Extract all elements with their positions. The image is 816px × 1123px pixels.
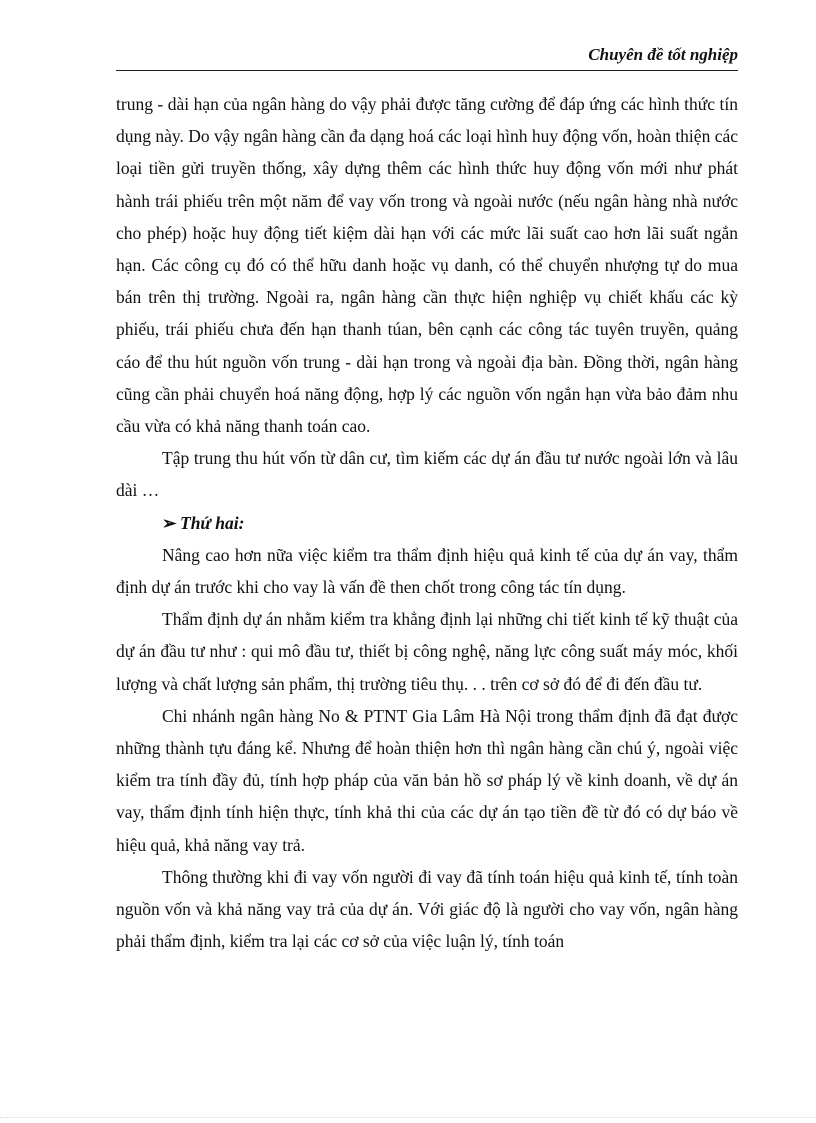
running-header: Chuyên đề tốt nghiệp: [588, 45, 738, 64]
header-rule: [116, 70, 738, 71]
page-bottom-border: [0, 1117, 816, 1118]
body-text: [116, 88, 738, 957]
paragraph: Tập trung thu hút vốn từ dân cư, tìm kiếm các dự án đầu tư nước ngoài lớn và lâu dài …: [116, 448, 738, 501]
paragraph-continuation: trung - dài hạn của ngân hàng do vậy phải được tăng cường để đáp ứng các hình thức tín dụng này. Do vậy ngân hàng cần đa dạng hoá các loại hình huy động vốn, hoàn thiện các loại tiền gửi truyền thống, xây dựng thêm các hình thức huy động vốn mới như phát hành trái phiếu trên một năm để vay vốn trong và ngoài nước (nếu ngân hàng nhà nước cho phép) hoặc huy động tiết kiệm dài hạn với các mức lãi suất cao hơn lãi suất ngắn hạn. Các công cụ đó có thể hữu danh hoặc vụ danh, có thể chuyển nhượng tự do mua bán trên thị trường. Ngoài ra, ngân hàng cần thực hiện nghiệp vụ chiết khấu các kỳ phiếu, trái phiếu chưa đến hạn thanh túan, bên cạnh các công tác tuyên truyền, quảng cáo để thu hút nguồn vốn trung - dài hạn trong và ngoài địa bàn. Đồng thời, ngân hàng cũng cần phải chuyển hoá năng động, hợp lý các nguồn vốn ngắn hạn vừa bảo đảm nhu cầu vừa có khả năng thanh toán cao.: [116, 94, 738, 437]
section-heading: [116, 507, 738, 539]
arrow-bullet-icon: ➢: [162, 512, 177, 533]
paragraph: Thông thường khi đi vay vốn người đi vay đã tính toán hiệu quả kinh tế, tính toàn nguồn vốn và khả năng vay trả của dự án. Với giác độ là người cho vay vốn, ngân hàng phải thẩm định, kiểm tra lại các cơ sở của việc luận lý, tính toán: [116, 866, 738, 952]
section-heading-text: Thứ hai:: [180, 512, 245, 533]
paragraph: Nâng cao hơn nữa việc kiểm tra thẩm định hiệu quả kinh tế của dự án vay, thẩm định dự án trước khi cho vay là vấn đề then chốt trong công tác tín dụng.: [116, 544, 738, 598]
paragraph: Thẩm định dự án nhằm kiểm tra khẳng định lại những chi tiết kinh tế kỹ thuật của dự án đầu tư như : qui mô đầu tư, thiết bị công nghệ, năng lực công suất máy móc, khối lượng và chất lượng sản phẩm, thị trường tiêu thụ. . . trên cơ sở đó để đi đến đầu tư.: [116, 609, 738, 694]
paragraph: Chi nhánh ngân hàng No & PTNT Gia Lâm Hà Nội trong thẩm định đã đạt được những thành tựu đáng kể. Nhưng để hoàn thiện hơn thì ngân hàng cần chú ý, ngoài việc kiểm tra tính đầy đủ, tính hợp pháp của văn bản hồ sơ pháp lý về kinh doanh, về dự án vay, thẩm định tính hiện thực, tính khả thi của các dự án tạo tiền đề từ đó có dự báo về hiệu quả, khả năng vay trả.: [116, 705, 738, 855]
